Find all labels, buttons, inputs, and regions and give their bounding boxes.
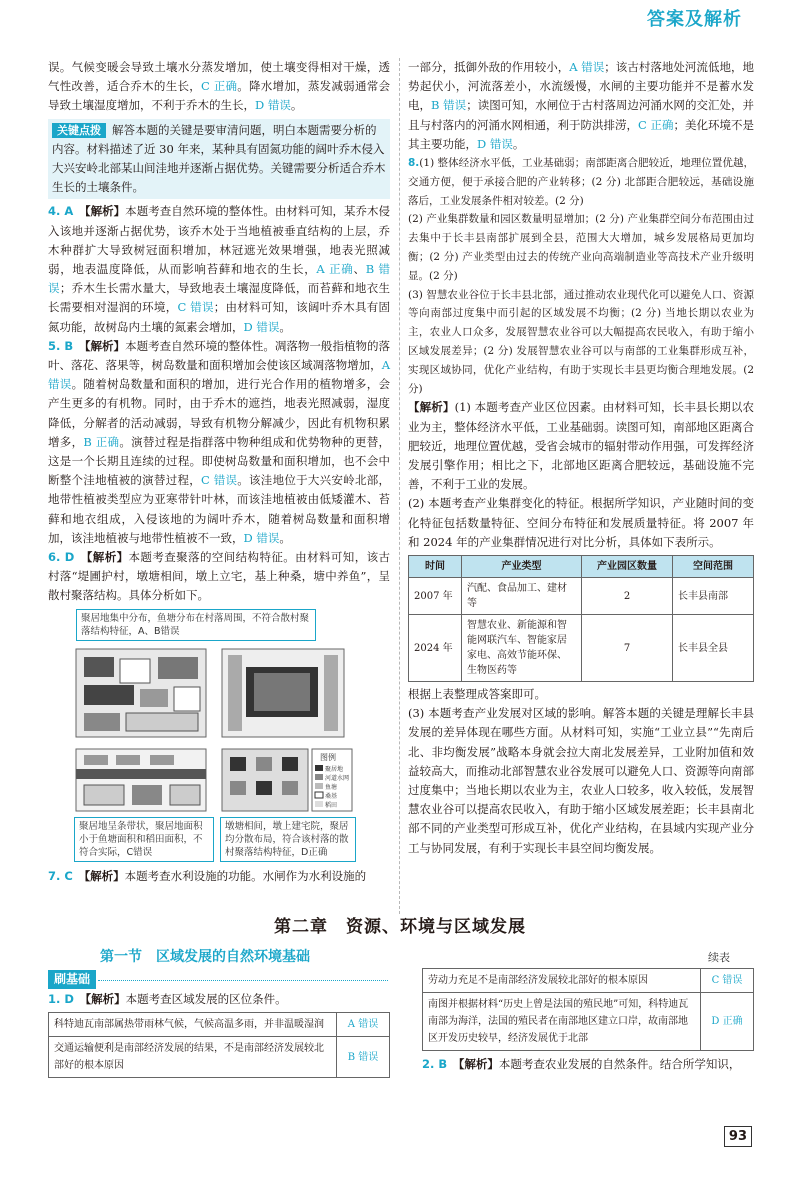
legend-title: 图例 xyxy=(320,752,336,762)
table-cell: 长丰县南部 xyxy=(673,578,754,615)
answer-basic-q1: 1. D 【解析】本题考查区域发展的区位条件。 xyxy=(48,992,287,1006)
basic-q1-table-right xyxy=(422,968,754,1051)
analysis-q8-note: 根据上表整理成答案即可。 xyxy=(408,687,546,701)
diagram-callout-d: 墩塘相间，墩上建宅院，聚居均分散布局，符合该村落的散村聚落结构特征，D正确 xyxy=(220,817,356,862)
answer-basic-q2: 2. B 【解析】本题考查农业发展的自然条件。结合所学知识， xyxy=(422,1057,741,1071)
answer-q7-cont: 一部分，抵御外敌的作用较小，A 错误；该古村落地处河流低地，地势起伏小，河流落差小，水流缓慢，水闸的主要功能并不是蓄水发电，B 错误；读图可知，水闸位于古村落周边河涌水网的交汇处，并且与村落内的河涌水网相通，利于防洪排涝，C 正确；美化环境不是其主要功能，D 错误。 xyxy=(408,60,755,151)
legend-item: 稻田 xyxy=(325,801,338,809)
answer-q8-part1: 8.(1) 整体经济水平低，工业基础弱；南部距离合肥较近，地理位置优越，交通方便，便于承接合肥的产业转移；(2 分) 北部距合肥较远，基础设施落后，工业发展条件相对较差。(2 分) xyxy=(408,157,754,207)
table-cell: 2007 年 xyxy=(409,578,462,615)
panel-a xyxy=(76,649,206,737)
table-cell: 汽配、食品加工、建材等 xyxy=(462,578,582,615)
table-row xyxy=(423,993,754,1051)
legend-item: 桑基 xyxy=(325,792,338,800)
panel-b xyxy=(222,649,344,737)
left-column xyxy=(48,58,390,886)
table-cell: B 错误 xyxy=(337,1037,390,1078)
table-row xyxy=(49,1013,390,1037)
key-tip-badge: 关键点拨 xyxy=(52,123,106,138)
answer-q5: 5. B 【解析】本题考查自然环境的整体性。凋落物一般指植物的落叶、落花、落果等，树岛数量和面积增加会使该区域凋落物增加，A 错误。随着树岛数量和面积的增加，进行光合作用的植物增多，会产生更多的有机物。同时，由于乔木的遮挡，地表光照减弱，湿度降低，分解者的活动减弱，导致有机物分解减少，因此有机物积累增多，B 正确。演替过程是指群落中物种组成和优势物种的更替，这是一个长期且连续的过程。即使树岛数量和面积增加，也不会中断整个洼地植被的演替过程，C 错误。该洼地位于大兴安岭北部，地带性植被类型应为亚寒带针叶林，而该洼地植被由低矮灌木、苔藓和地衣组成，入侵该地的为阔叶乔木，随着树岛数量和面积增加，该洼地植被与地带性植被不一致，D 错误。 xyxy=(48,338,391,545)
table-cell: 南图并根据材料“历史上曾是法国的殖民地”可知，科特迪瓦南部为海洋，法国的殖民者在南部地区建立口岸，故南部地区开发历史较早，经济发展优于北部 xyxy=(423,993,701,1051)
table-row xyxy=(409,615,754,682)
legend-item: 鱼塘 xyxy=(325,783,338,791)
right-column xyxy=(408,58,754,858)
diagram-legend xyxy=(312,749,352,811)
legend-item: 聚居地 xyxy=(325,765,344,773)
answer-q8-part2: (2) 产业集群数量和园区数量明显增加；(2 分) 产业集群空间分布范围由过去集中于长丰县南部扩展到全县，范围大大增加，城乡发展格局更加均衡；(2 分) 产业类型由过去的传统产业向高端制造业等高技术产业升级明显。(2 分) xyxy=(408,213,754,282)
basic-right-block xyxy=(422,968,754,1074)
table-cell: 交通运输便利是南部经济发展的结果，不是南部经济发展较北部好的根本原因 xyxy=(49,1037,337,1078)
table-cell: 长丰县全县 xyxy=(673,615,754,682)
paragraph-q3-end: 误。气候变暖会导致土壤水分蒸发增加，使土壤变得相对干燥，透气性改善，适合乔木的生长，C 正确。降水增加，蒸发减弱通常会导致土壤湿度增加，不利于乔木的生长，D 错误。 xyxy=(48,60,390,113)
table-header-cell: 产业园区数量 xyxy=(582,556,673,578)
table-header-row xyxy=(409,556,754,578)
table-row xyxy=(49,1037,390,1078)
table-continued-label: 续表 xyxy=(708,951,730,964)
diagram-callout-ab: 聚居地集中分布，鱼塘分布在村落周围，不符合散村聚落结构特征，A、B错误 xyxy=(76,609,316,641)
table-cell: 2 xyxy=(582,578,673,615)
diagram-callout-c: 聚居地呈条带状，聚居地面积小于鱼塘面积和稻田面积，不符合实际，C错误 xyxy=(74,817,214,862)
basic-badge: 刷基础 xyxy=(48,970,96,989)
legend-item: 河道水网 xyxy=(325,774,350,782)
answer-q7: 7. C 【解析】本题考查水利设施的功能。水闸作为水利设施的 xyxy=(48,868,367,883)
industry-cluster-table xyxy=(408,555,754,682)
answer-q6: 6. D 【解析】本题考查聚落的空间结构特征。由材料可知，该古村落“堤圃护村，墩塘相间，墩上立宅，基上种桑，塘中养鱼”，呈散村聚落结构。具体分析如下。 xyxy=(48,550,391,603)
basic-left-block xyxy=(48,990,390,1078)
page-number: 93 xyxy=(724,1126,752,1147)
key-tip-text: 解答本题的关键是要审清问题，明白本题需要分析的内容。材料描述了近 30 年来，某种具有固氮功能的阔叶乔木侵入大兴安岭北部某山间洼地并逐渐占据优势。关键需要分析适合乔木生长的土壤条件。 xyxy=(52,122,386,195)
analysis-q8-2: (2) 本题考查产业集群变化的特征。根据所学知识，产业随时间的变化特征包括数量特征、空间分布特征和发展质量特征。将 2007 年和 2024 年的产业集群情况进行对比分析，具体如下表所示。 xyxy=(408,496,754,549)
column-divider xyxy=(399,58,400,914)
answer-q8-part3: (3) 智慧农业谷位于长丰县北部，通过推动农业现代化可以避免人口、资源等向南部过度集中而引起的区域发展不均衡；(2 分) 当地长期以农业为主，农业人口众多，发展智慧农业谷可以大幅提高农民收入，有助于缩小区域发展差异；(2 分) 发展智慧农业谷可以与南部的工业集群形成互补，实现区域协同，优化产业结构，有助于实现长丰县更均衡合理地发展。(2 分) xyxy=(408,288,754,395)
chapter-title: 第二章 资源、环境与区域发展 xyxy=(274,917,526,937)
answer-q4: 4. A 【解析】本题考查自然环境的整体性。由材料可知，某乔木侵入该地并逐渐占据优势，该乔木处于当地植被垂直结构的上层，乔木种群扩大导致树冠面积增加，林冠遮光效果增强，地表光照减弱，地表温度降低，从而影响苔藓和地衣的生长，A 正确、B 错误；乔木生长需水量大，导致地表土壤湿度降低，而苔藓和地衣生长需要相对湿润的环境，C 错误；由材料可知，该阔叶乔木具有固氮功能，故树岛内土壤的氮素会增加，D 错误。 xyxy=(48,204,391,334)
table-cell: 智慧农业、新能源和智能网联汽车、智能家居家电、高效节能环保、生物医药等 xyxy=(462,615,582,682)
table-row xyxy=(423,969,754,993)
basic-divider xyxy=(98,980,388,981)
panel-c xyxy=(76,749,206,811)
table-cell: A 错误 xyxy=(337,1013,390,1037)
village-structure-diagram xyxy=(74,609,354,864)
basic-q1-table-left xyxy=(48,1012,390,1078)
analysis-q8-3: (3) 本题考查产业发展对区域的影响。解答本题的关键是理解长丰县发展的差异体现在哪些方面。从材料可知，实施“工业立县”“先南后北、非均衡发展”战略本身就会拉大南北发展差异，工业附加值和效益较高大，而推动北部智慧农业谷发展可以避免人口、资源等向南部过度集中；当地长期以农业为主，农业人口较多，收入较低，发展智慧农业谷可以提高农民收入，有助于缩小区域发展差距；长丰县南北部不同的产业类型可形成互补，优化产业结构，在县域内实现产业分工与协同发展，有利于实现长丰县空间均衡发展。 xyxy=(408,706,754,855)
key-tip-box xyxy=(48,119,390,200)
table-header-cell: 空间范围 xyxy=(673,556,754,578)
section-title: 第一节 区域发展的自然环境基础 xyxy=(100,949,310,965)
header-title: 答案及解析 xyxy=(647,9,742,30)
panel-d xyxy=(222,749,308,811)
table-cell: 科特迪瓦南部属热带雨林气候，气候高温多雨，并非温暖湿润 xyxy=(49,1013,337,1037)
table-cell: D 正确 xyxy=(701,993,754,1051)
table-cell: C 错误 xyxy=(701,969,754,993)
table-cell: 2024 年 xyxy=(409,615,462,682)
table-cell: 劳动力充足不是南部经济发展较北部好的根本原因 xyxy=(423,969,701,993)
table-header-cell: 时间 xyxy=(409,556,462,578)
table-cell: 7 xyxy=(582,615,673,682)
table-header-cell: 产业类型 xyxy=(462,556,582,578)
table-row xyxy=(409,578,754,615)
analysis-q8-1: 【解析】(1) 本题考查产业区位因素。由材料可知，长丰县长期以农业为主，整体经济水平低，工业基础弱。读图可知，南部地区距离合肥较近，地理位置优越，受省会城市的辐射带动作用强，可发挥经济发展引擎作用；相比之下，北部地区距离合肥较远，基础设施不完善，不利于工业的发展。 xyxy=(408,400,754,492)
